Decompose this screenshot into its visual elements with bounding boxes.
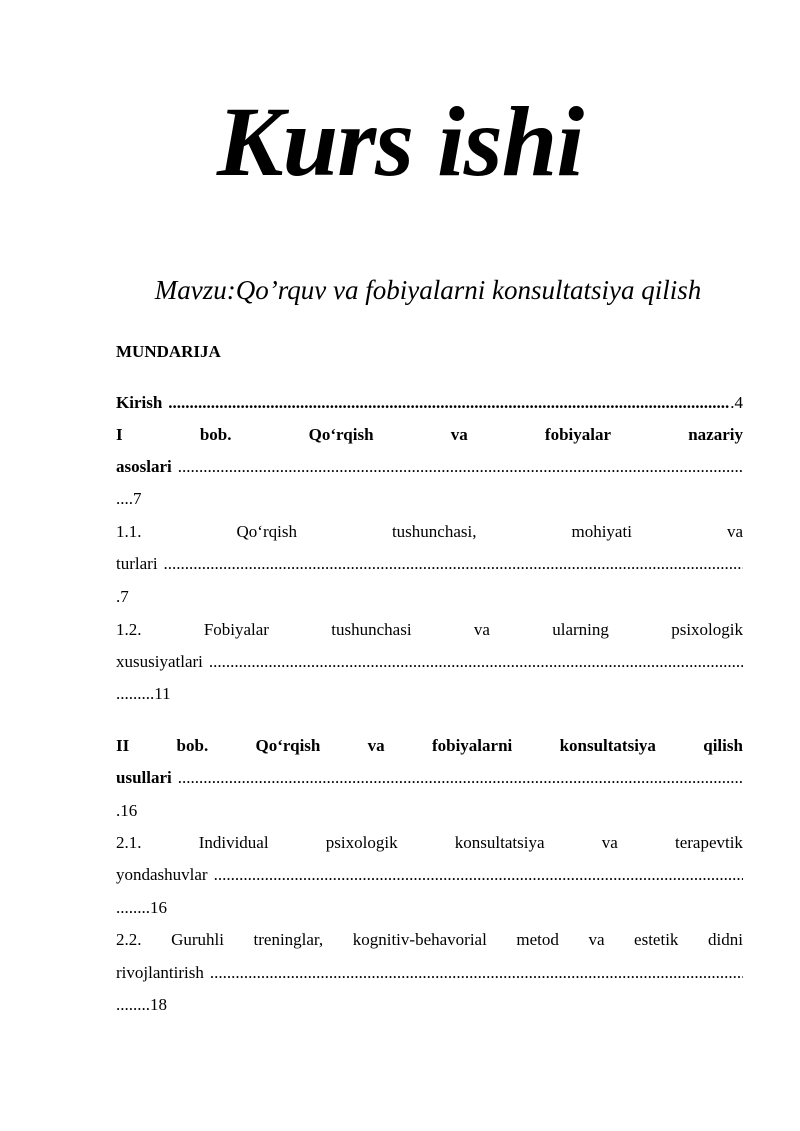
toc-word: bob. (199, 425, 232, 444)
toc-word: Individual (198, 833, 269, 852)
toc-word: va (726, 522, 743, 541)
toc-entry-chapter-2-line1 (116, 734, 743, 758)
toc-entry-label: xususiyatlari (116, 652, 203, 671)
toc-word: va (601, 833, 618, 852)
toc-entry-1-2-line1 (116, 618, 743, 642)
toc-word: ularning (552, 620, 609, 639)
toc-entry-label: turlari (116, 554, 158, 573)
toc-leader-dots (164, 552, 743, 576)
toc-entry-page: .4 (730, 393, 743, 412)
toc-word: konsultatsiya (559, 736, 656, 755)
toc-entry-chapter-2-line2 (116, 766, 743, 790)
toc-word: mohiyati (571, 522, 632, 541)
toc-leader-dots (210, 961, 743, 985)
toc-entry-2-2-page: ........18 (116, 995, 167, 1014)
toc-entry-chapter-2-page: .16 (116, 801, 138, 820)
toc-entry-1-1-page: .7 (116, 587, 129, 606)
toc-entry-chapter-1-page: ....7 (116, 489, 142, 508)
toc-word: Guruhli (171, 930, 224, 949)
toc-leader-dots (178, 766, 743, 790)
toc-leader-dots (168, 391, 730, 415)
toc-word: 2.1. (116, 833, 142, 852)
toc-entry-2-2-line2 (116, 961, 743, 985)
toc-word: Qo‘rqish (308, 425, 374, 444)
toc-entry-1-1-line1 (116, 520, 743, 544)
toc-word: nazariy (688, 425, 743, 444)
toc-word: 2.2. (116, 930, 142, 949)
toc-word: terapevtik (674, 833, 743, 852)
toc-word: I (116, 425, 123, 444)
toc-entry-label: asoslari (116, 457, 172, 476)
toc-word: estetik (634, 930, 679, 949)
toc-word: tushunchasi, (391, 522, 477, 541)
toc-word: va (588, 930, 605, 949)
toc-word: konsultatsiya (454, 833, 545, 852)
toc-entry-label: rivojlantirish (116, 963, 204, 982)
toc-entry-kirish (116, 391, 743, 415)
toc-word: Qo‘rqish (255, 736, 321, 755)
toc-leader-dots (214, 863, 743, 887)
toc-word: fobiyalarni (431, 736, 513, 755)
toc-entry-chapter-1-line1 (116, 423, 743, 447)
toc-word: didni (708, 930, 743, 949)
toc-word: va (367, 736, 385, 755)
toc-entry-2-1-line2 (116, 863, 743, 887)
toc-word: tushunchasi (331, 620, 412, 639)
toc-entry-label: yondashuvlar (116, 865, 208, 884)
toc-word: qilish (703, 736, 743, 755)
toc-word: 1.2. (116, 620, 142, 639)
toc-entry-2-2-line1 (116, 928, 743, 952)
document-subtitle: Mavzu:Qo’rquv va fobiyalarni konsultatsiya qilish (154, 275, 702, 305)
toc-heading: MUNDARIJA (116, 342, 221, 361)
toc-word: va (450, 425, 468, 444)
toc-word: psixologik (325, 833, 398, 852)
toc-leader-dots (209, 650, 743, 674)
document-title: Kurs ishi (216, 86, 584, 197)
toc-word: Fobiyalar (203, 620, 269, 639)
toc-entry-2-1-line1 (116, 831, 743, 855)
toc-word: psixologik (671, 620, 743, 639)
toc-word: va (473, 620, 490, 639)
toc-entry-chapter-1-line2 (116, 455, 743, 479)
toc-entry-1-2-line2 (116, 650, 743, 674)
toc-word: kognitiv-behavorial (352, 930, 487, 949)
toc-word: bob. (176, 736, 209, 755)
toc-entry-2-1-page: ........16 (116, 898, 167, 917)
toc-word: Qo‘rqish (236, 522, 297, 541)
toc-word: metod (516, 930, 559, 949)
toc-word: fobiyalar (544, 425, 612, 444)
toc-word: II (116, 736, 130, 755)
toc-word: treninglar, (253, 930, 324, 949)
toc-entry-label: Kirish (116, 393, 163, 412)
toc-word: 1.1. (116, 522, 142, 541)
toc-entry-label: usullari (116, 768, 172, 787)
toc-entry-1-1-line2 (116, 552, 743, 576)
toc-leader-dots (178, 455, 743, 479)
toc-entry-1-2-page: .........11 (116, 684, 171, 703)
